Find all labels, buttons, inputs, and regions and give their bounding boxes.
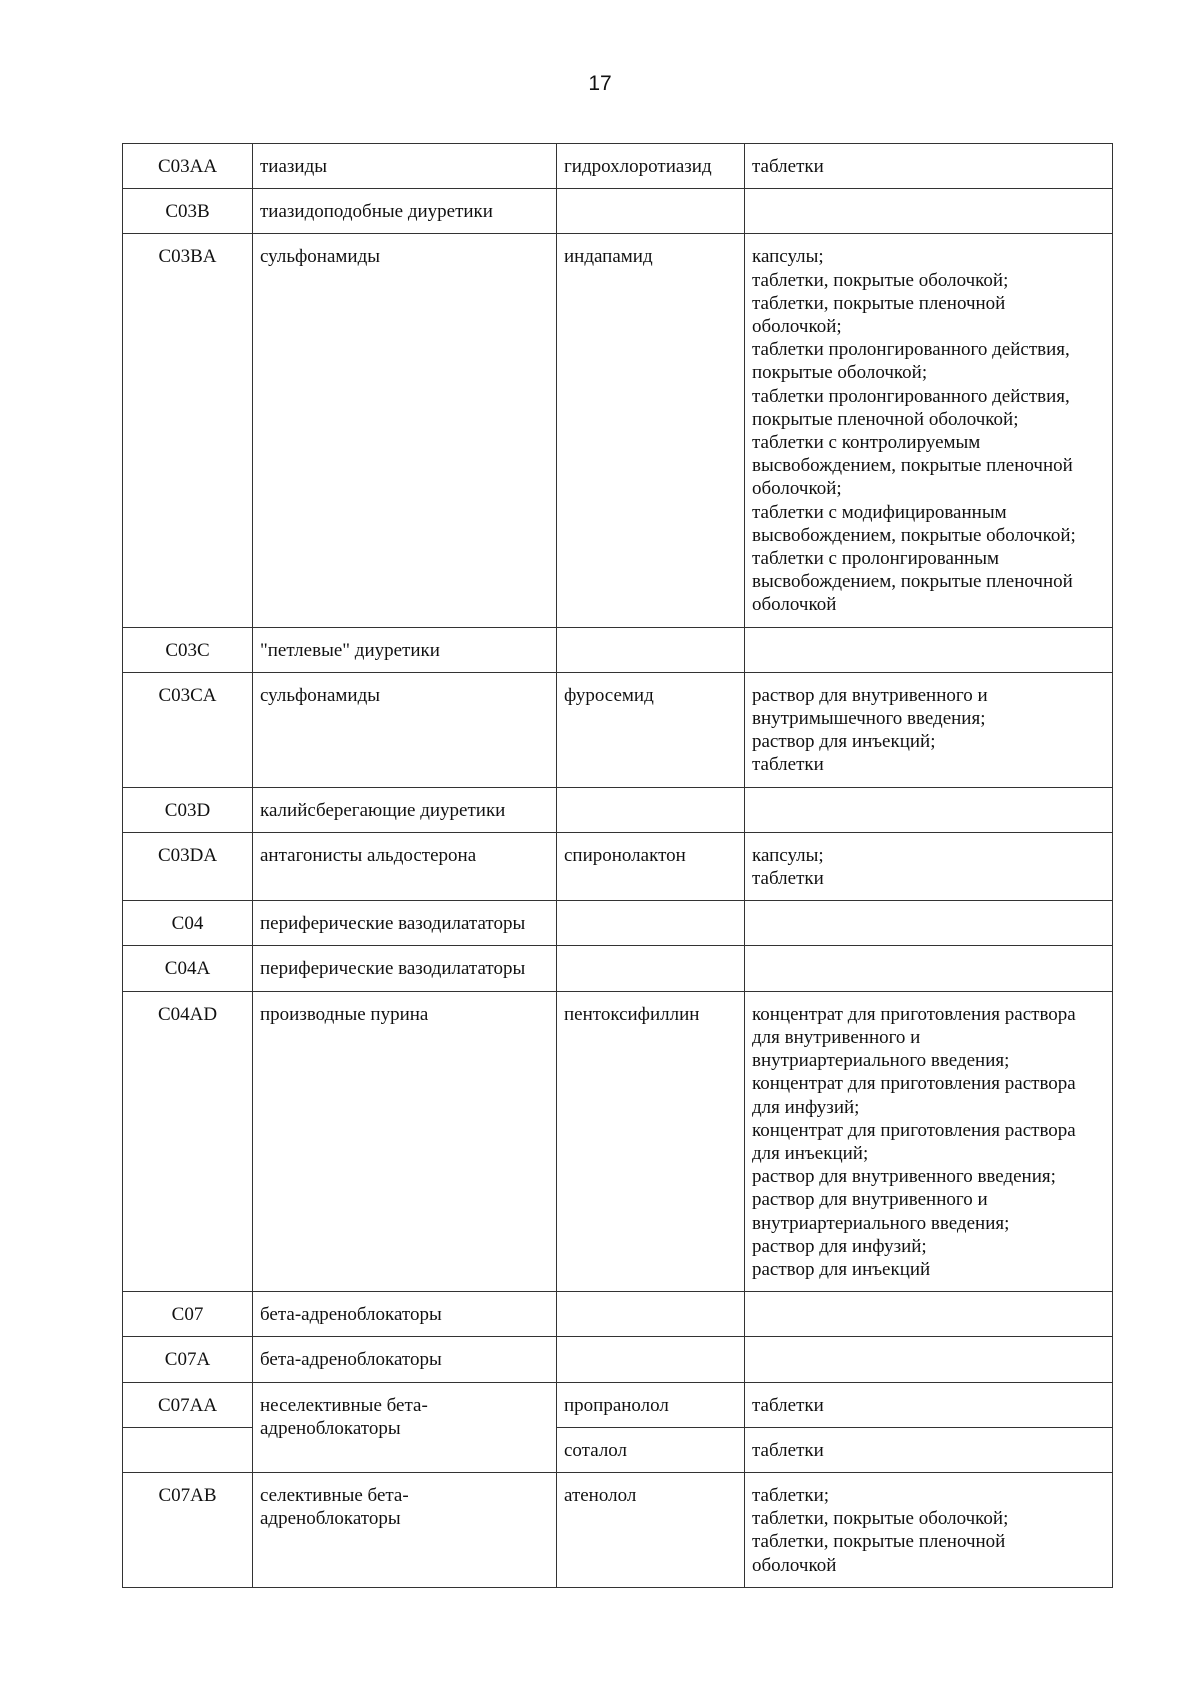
pharm-group-cell: калийсберегающие диуретики [253, 787, 557, 832]
table-row [123, 1472, 1113, 1587]
substance-cell: пропранолол [557, 1382, 745, 1427]
substance-cell: атенолол [557, 1472, 745, 1587]
dosage-forms-cell [745, 901, 1113, 946]
dosage-forms-cell [745, 1337, 1113, 1382]
atc-code-cell: C03AA [123, 144, 253, 189]
table-row [123, 1337, 1113, 1382]
substance-cell [557, 946, 745, 991]
substance-cell [557, 189, 745, 234]
dosage-forms-cell: капсулы; таблетки, покрытые оболочкой; таблетки, покрытые пленочной оболочкой; таблетки пролонгированного действия, покрытые оболочкой; таблетки пролонгированного действия, покрытые пленочной оболочкой; таблетки с контролируемым высвобождением, покрытые пленочной оболочкой; таблетки с модифицированным высвобождением, покрытые оболочкой; таблетки с пролонгированным высвобождением, покрытые пленочной оболочкой [745, 234, 1113, 627]
pharm-group-cell: антагонисты альдостерона [253, 832, 557, 900]
atc-code-cell: C07A [123, 1337, 253, 1382]
substance-cell: соталол [557, 1427, 745, 1472]
atc-code-cell: C03CA [123, 672, 253, 787]
dosage-forms-cell: капсулы; таблетки [745, 832, 1113, 900]
dosage-forms-cell: концентрат для приготовления раствора для внутривенного и внутриартериального введения; концентрат для приготовления раствора для инфузий; концентрат для приготовления раствора для инъекций; раствор для внутривенного введения; раствор для внутривенного и внутриартериального введения; раствор для инфузий; раствор для инъекций [745, 991, 1113, 1291]
atc-code-cell: C04AD [123, 991, 253, 1291]
substance-cell: спиронолактон [557, 832, 745, 900]
table-row [123, 787, 1113, 832]
table-row [123, 234, 1113, 627]
atc-drug-table [122, 143, 1113, 1588]
table-row [123, 991, 1113, 1291]
atc-code-cell: C04 [123, 901, 253, 946]
atc-code-cell: C03D [123, 787, 253, 832]
atc-code-cell: C07 [123, 1292, 253, 1337]
pharm-group-cell: производные пурина [253, 991, 557, 1291]
table-row [123, 672, 1113, 787]
dosage-forms-cell [745, 787, 1113, 832]
pharm-group-cell: бета-адреноблокаторы [253, 1292, 557, 1337]
table-row [123, 1382, 1113, 1427]
dosage-forms-cell: таблетки [745, 144, 1113, 189]
table-row [123, 946, 1113, 991]
substance-cell: фуросемид [557, 672, 745, 787]
pharm-group-cell: периферические вазодилататоры [253, 946, 557, 991]
atc-code-cell: C03C [123, 627, 253, 672]
atc-code-cell: C03BA [123, 234, 253, 627]
dosage-forms-cell [745, 1292, 1113, 1337]
table-row [123, 189, 1113, 234]
substance-cell [557, 627, 745, 672]
substance-cell [557, 1292, 745, 1337]
pharm-group-cell: тиазиды [253, 144, 557, 189]
dosage-forms-cell: таблетки; таблетки, покрытые оболочкой; таблетки, покрытые пленочной оболочкой [745, 1472, 1113, 1587]
atc-code-cell: C03DA [123, 832, 253, 900]
pharm-group-cell: бета-адреноблокаторы [253, 1337, 557, 1382]
pharm-group-cell: тиазидоподобные диуретики [253, 189, 557, 234]
pharm-group-cell: сульфонамиды [253, 234, 557, 627]
pharm-group-cell: неселективные бета- адреноблокаторы [253, 1382, 557, 1472]
pharm-group-cell: "петлевые" диуретики [253, 627, 557, 672]
table-row [123, 144, 1113, 189]
table-row [123, 627, 1113, 672]
substance-cell: пентоксифиллин [557, 991, 745, 1291]
table-row [123, 832, 1113, 900]
dosage-forms-cell [745, 946, 1113, 991]
atc-code-cell [123, 1427, 253, 1472]
atc-code-cell: C07AB [123, 1472, 253, 1587]
dosage-forms-cell: таблетки [745, 1382, 1113, 1427]
pharm-group-cell: селективные бета- адреноблокаторы [253, 1472, 557, 1587]
atc-code-cell: C04A [123, 946, 253, 991]
dosage-forms-cell [745, 627, 1113, 672]
dosage-forms-cell [745, 189, 1113, 234]
atc-code-cell: C03B [123, 189, 253, 234]
substance-cell [557, 901, 745, 946]
substance-cell [557, 1337, 745, 1382]
dosage-forms-cell: таблетки [745, 1427, 1113, 1472]
table-row [123, 1292, 1113, 1337]
substance-cell [557, 787, 745, 832]
dosage-forms-cell: раствор для внутривенного и внутримышечного введения; раствор для инъекций; таблетки [745, 672, 1113, 787]
page-number: 17 [588, 72, 612, 95]
atc-code-cell: C07AA [123, 1382, 253, 1427]
table-row [123, 901, 1113, 946]
pharm-group-cell: периферические вазодилататоры [253, 901, 557, 946]
substance-cell: гидрохлоротиазид [557, 144, 745, 189]
substance-cell: индапамид [557, 234, 745, 627]
pharm-group-cell: сульфонамиды [253, 672, 557, 787]
